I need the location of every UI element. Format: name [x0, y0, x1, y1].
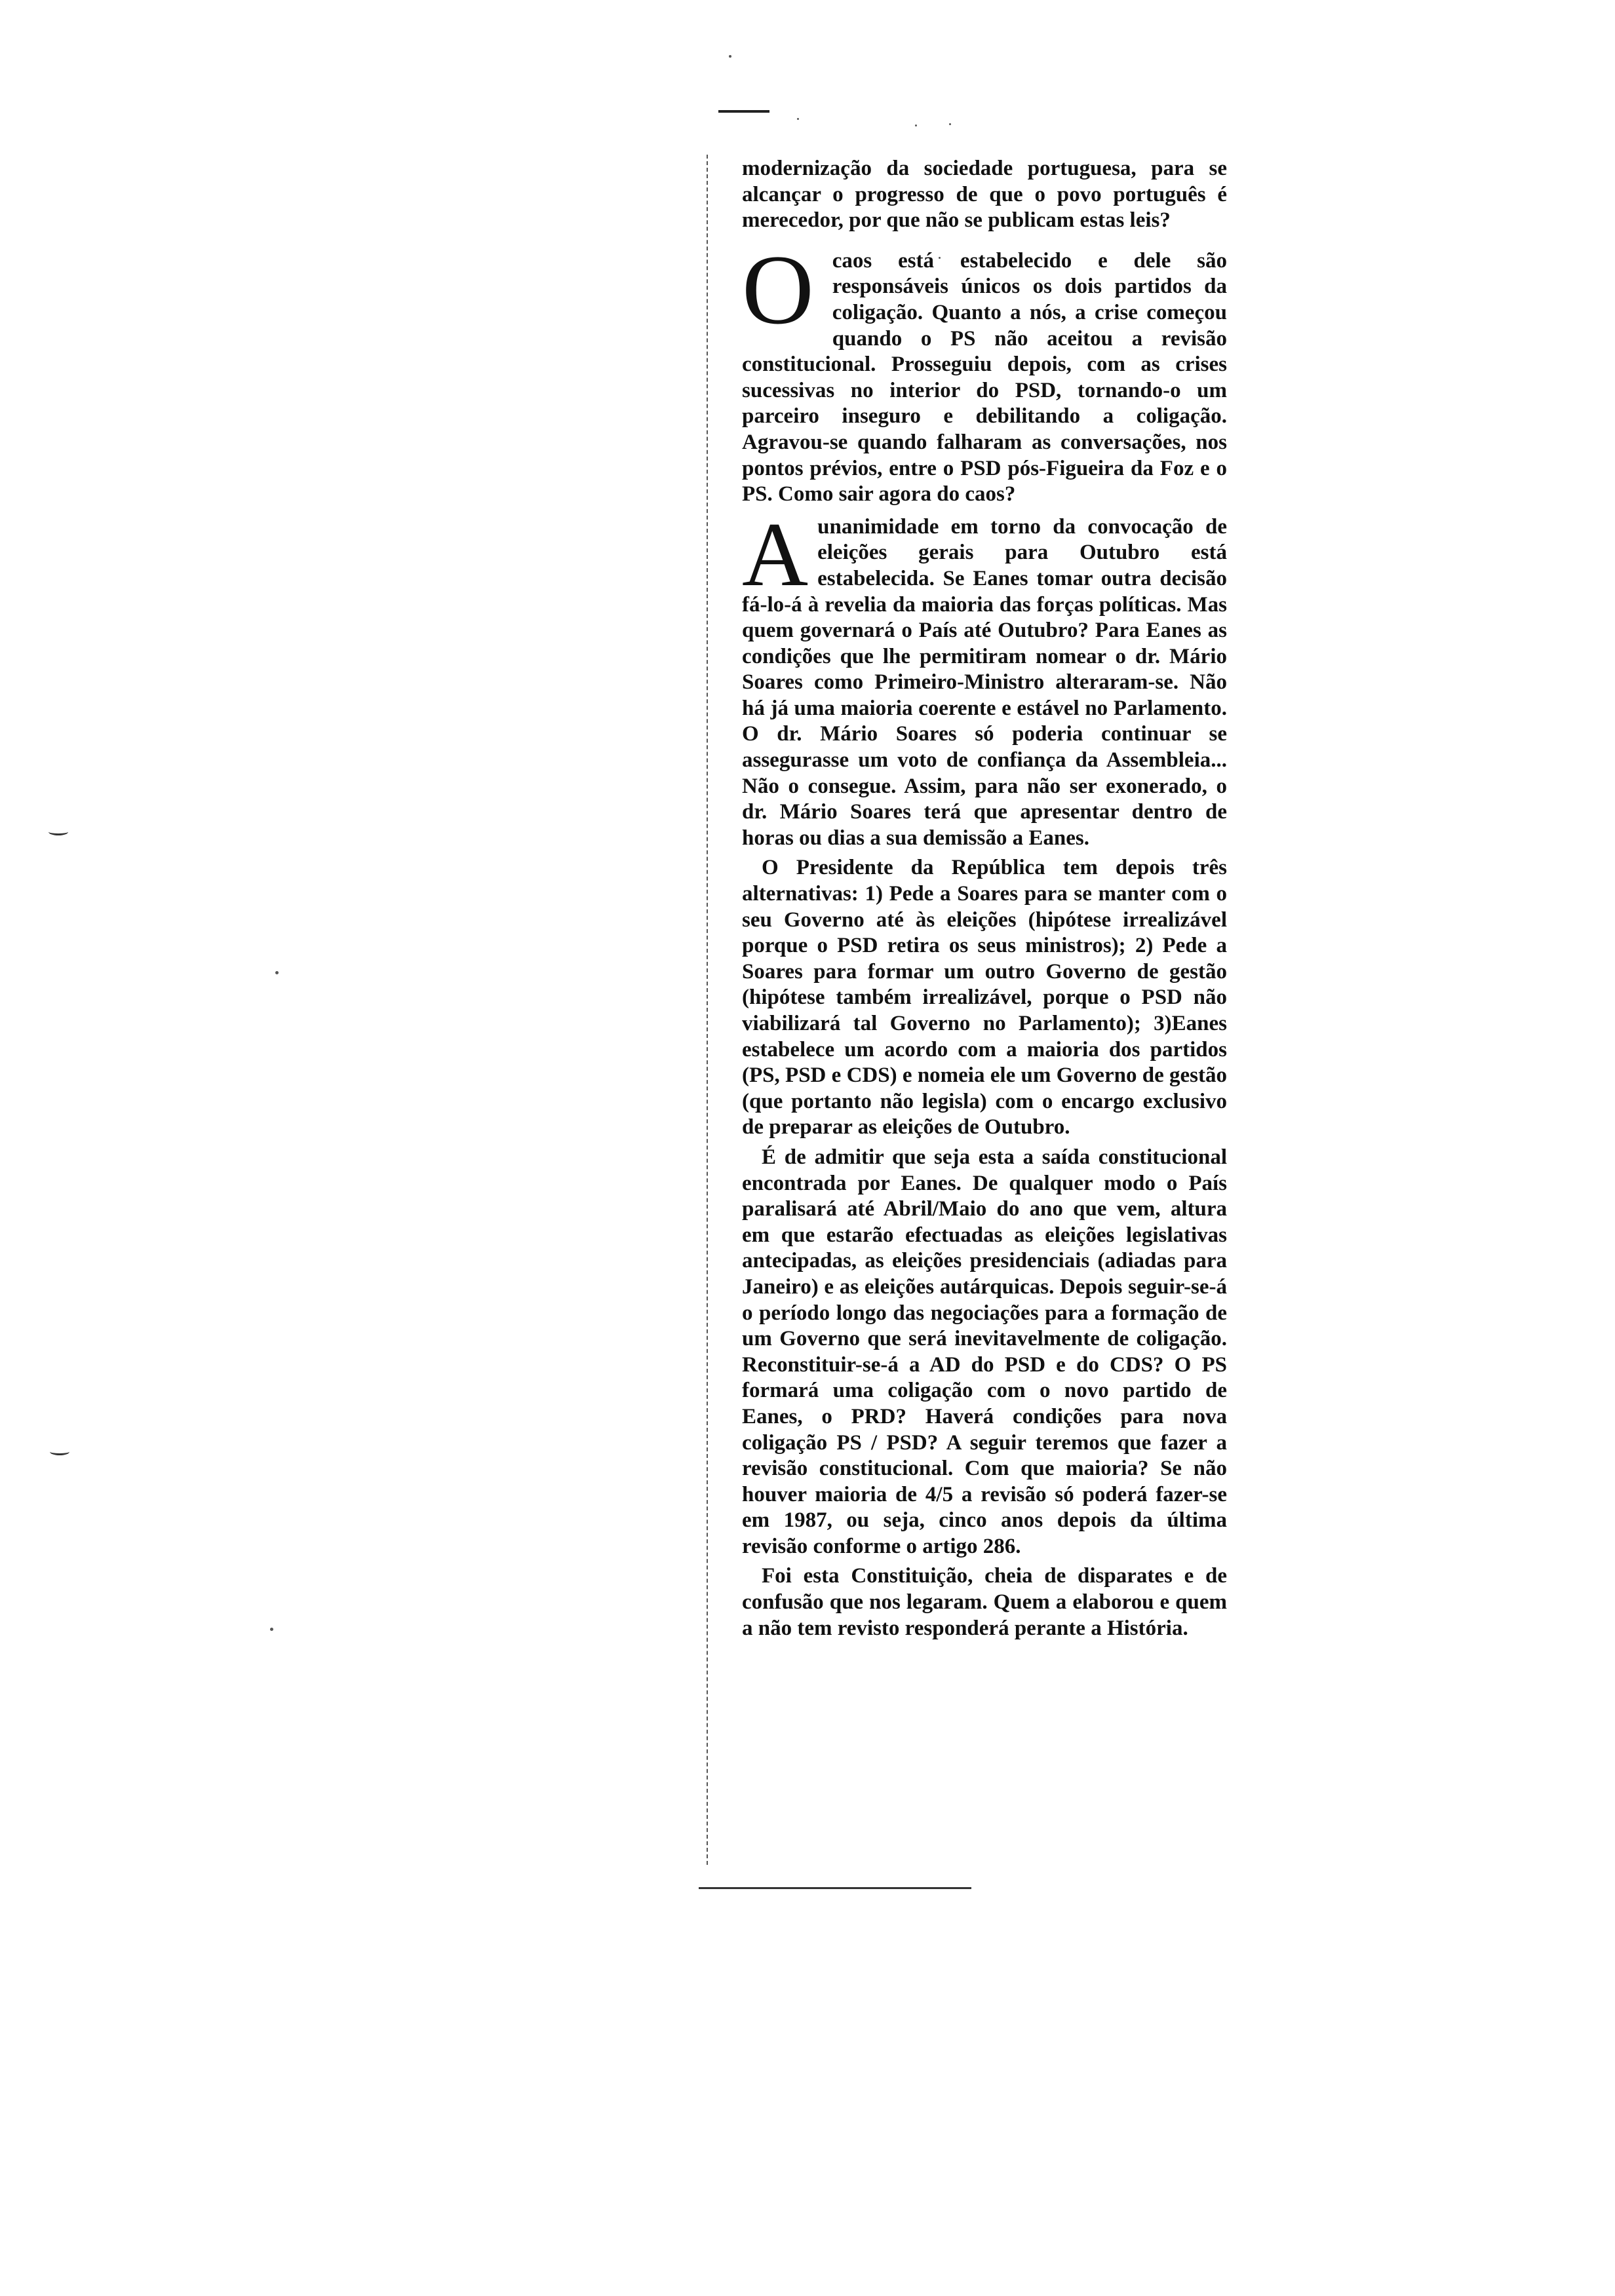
article-paragraph-saida: É de admitir que seja esta a saída constitucional encontrada por Eanes. De qualquer modo o País paralisará até Abril/Maio do ano que vem, altura em que estarão efectuadas as eleições legislativas antecipadas, as eleições presidenciais (adiadas para Janeiro) e as eleições autárquicas. Depois seguir-se-á o período longo das negociações para a formação de um Governo que será inevitavelmente de coligação. Reconstituir-se-á a AD do PSD e do CDS? O PS formará uma coligação com o novo partido de Eanes, o PRD? Haverá condições para nova coligação PS / PSD? A seguir teremos que fazer a revisão constitucional. Com que maioria? Se não houver maioria de 4/5 a revisão só poderá fazer-se em 1987, ou seja, cinco anos depois da última revisão conforme o artigo 286. — [742, 1145, 1227, 1558]
drop-cap-a: A — [742, 503, 809, 605]
article-column — [742, 156, 1227, 1641]
article-intro: modernização da sociedade portuguesa, para se alcançar o progresso de que o povo português é merecedor, por que não se publicam estas leis? — [742, 157, 1227, 233]
scan-speck — [729, 55, 731, 58]
end-rule — [699, 1887, 971, 1889]
scan-speck — [915, 124, 917, 126]
margin-mark — [49, 828, 68, 835]
article-paragraph-conclusao: Foi esta Constituição, cheia de disparates e de confusão que nos legaram. Quem a elaborou e quem a não tem revisto responderá perante a História. — [742, 1564, 1227, 1640]
article-section-unanimidade — [742, 503, 1227, 852]
article-paragraph-alternativas: O Presidente da República tem depois três alternativas: 1) Pede a Soares para se manter com o seu Governo até às eleições (hipótese irrealizável porque o PSD retira os seus ministros); 2) Pede a Soares para formar um outro Governo de gestão (hipótese também irrealizável, porque o PSD não viabilizará tal Governo no Parlamento); 3)Eanes estabelece um acordo com a maioria dos partidos (PS, PSD e CDS) e nomeia ele um Governo de gestão (que portanto não legisla) com o encargo exclusivo de preparar as eleições de Outubro. — [742, 856, 1227, 1139]
section-caos-text: caos está estabelecido e dele são responsáveis únicos os dois partidos da coligação. Quanto a nós, a crise começou quando o PS não aceitou a revisão constitucional. Prosseguiu depois, com as crises sucessivas no interior do PSD, tornando-o um parceiro inseguro e debilitando a coligação. Agravou-se quando falharam as conversações, nos pontos prévios, entre o PSD pós-Figueira da Foz e o PS. Como sair agora do caos? — [742, 248, 1227, 507]
column-rule — [707, 155, 708, 1865]
top-dash-mark — [718, 110, 769, 113]
margin-mark — [50, 1448, 69, 1455]
scan-speck — [275, 971, 279, 974]
scan-speck — [797, 118, 799, 120]
drop-cap-o: O — [742, 234, 814, 345]
scan-speck — [949, 123, 951, 125]
section-unanimidade-text: unanimidade em torno da convocação de eleições gerais para Outubro está estabelecida. Se Eanes tomar outra decisão fá-lo-á à revelia da maioria das forças políticas. Mas quem governará o País até Outubro? Para Eanes as condições que lhe permitiram nomear o dr. Mário Soares como Primeiro-Ministro alteraram-se. Não há já uma maioria coerente e estável no Parlamento. O dr. Mário Soares só poderia continuar se assegurasse um voto de confiança da Assembleia... Não o consegue. Assim, para não ser exonerado, o dr. Mário Soares terá que apresentar dentro de horas ou dias a sua demissão a Eanes. — [742, 514, 1227, 850]
scan-speck — [270, 1628, 273, 1631]
article-section-caos — [742, 234, 1227, 508]
